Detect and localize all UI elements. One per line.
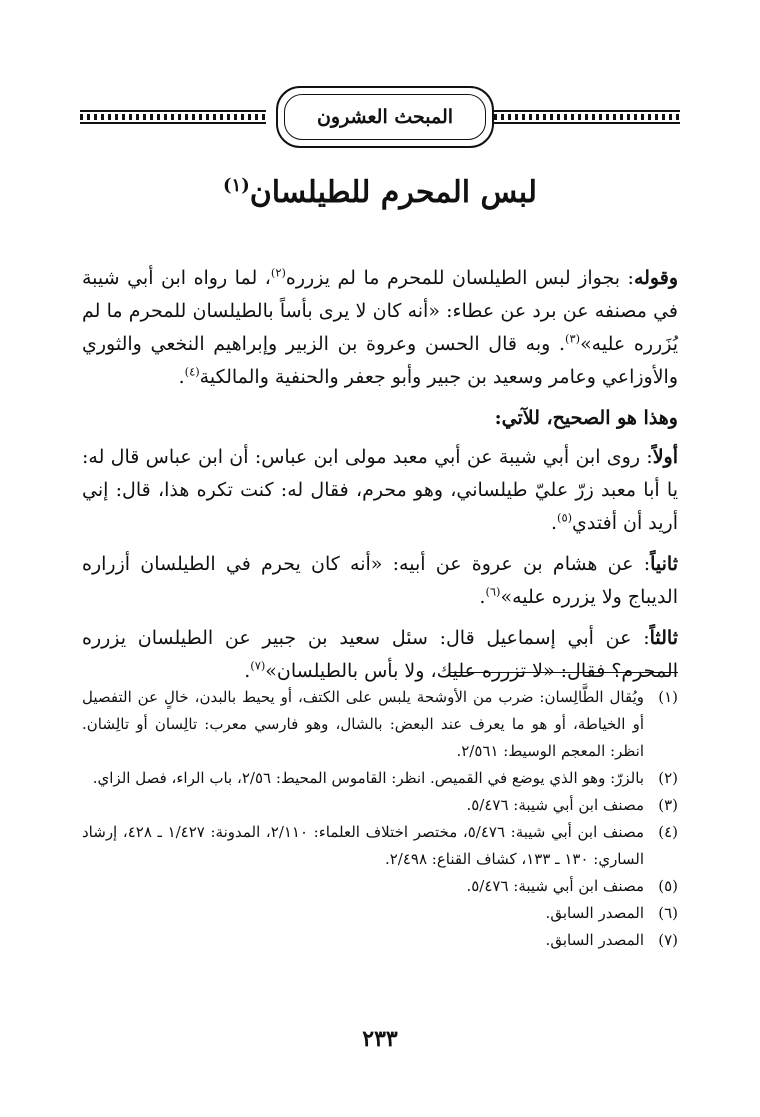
footnote-item <box>82 684 678 765</box>
footnote-item <box>82 792 678 819</box>
paragraph-1-lead: وقوله <box>633 267 679 289</box>
paragraph-2-lead: وهذا هو الصحيح، للآتي: <box>494 407 678 429</box>
footnote-number: (٧) <box>658 931 678 949</box>
footnote-text: مصنف ابن أبي شيبة: ٥/٤٧٦، مختصر اختلاف العلماء: ٢/١١٠، المدونة: ١/٤٢٧ ـ ٤٢٨، إرشاد الساري: ١٣٠ ـ ١٣٣، كشاف القناع: ٢/٤٩٨. <box>82 823 644 868</box>
paragraph-5-text-a: : عن أبي إسماعيل قال: سئل سعيد بن جبير عن الطيلسان يزرره المحرم؟ فقال: «لا تزرره عليك، ولا بأس بالطيلسان» <box>82 627 678 682</box>
page-title-text: لبس المحرم للطيلسان <box>249 175 537 210</box>
paragraph-5-lead: ثالثاً <box>649 627 678 649</box>
paragraph-3 <box>82 441 678 540</box>
footnote-ref-3: (٣) <box>565 331 581 346</box>
footnote-text: ويُقال الطَّالِسان: ضرب من الأوشحة يلبس على الكتف، أو يحيط بالبدن، خالٍ عن التفصيل أو الخياطة، أو هو ما يعرف عند البعض: بالشال، وهو فارسي معرب: تالِسان أو تالِشان. انظر: المعجم الوسيط: ٢/٥٦١. <box>82 688 644 760</box>
footnote-item <box>82 900 678 927</box>
paragraph-2 <box>82 402 678 435</box>
section-title: المبحث العشرون <box>316 106 454 128</box>
footnote-item <box>82 819 678 873</box>
footnote-number: (٤) <box>658 823 678 841</box>
paragraph-5 <box>82 622 678 688</box>
paragraph-1-text-d: . <box>178 366 185 388</box>
footnote-text: مصنف ابن أبي شيبة: ٥/٤٧٦. <box>466 796 644 814</box>
paragraph-3-text-a: : روى ابن أبي شيبة عن أبي معبد مولى ابن عباس: أن ابن عباس قال له: يا أبا معبد زرّ عليّ طيلساني، وهو محرم، فقال له: كنت تكره هذا، قال: إني أريد أن أفتدي <box>82 446 678 534</box>
ornament-band-right <box>494 110 680 124</box>
footnote-text: بالزرّ: وهو الذي يوضع في القميص. انظر: القاموس المحيط: ٢/٥٦، باب الراء، فصل الزاي. <box>92 769 644 787</box>
footnote-number: (٦) <box>658 904 678 922</box>
paragraph-1 <box>82 262 678 394</box>
footnote-ref-2: (٢) <box>270 265 286 280</box>
footnote-divider <box>450 672 678 673</box>
footnote-text: المصدر السابق. <box>545 904 644 922</box>
paragraph-4-text-a: : عن هشام بن عروة عن أبيه: «أنه كان يحرم في الطيلسان أزراره الديباج ولا يزرره عليه» <box>82 553 678 608</box>
footnotes <box>82 684 678 954</box>
footnote-ref-7: (٧) <box>250 658 266 673</box>
paragraph-4-text-b: . <box>479 586 486 608</box>
paragraph-1-text-b: ، لما رواه ابن أبي شيبة في مصنفه عن برد عن عطاء: «أنه كان لا يرى بأساً بالطيلسان للمحرم ما لم يُزَرره عليه» <box>82 267 678 355</box>
page-number: ٢٣٣ <box>362 1026 398 1052</box>
section-header-box <box>276 86 494 148</box>
footnote-item <box>82 927 678 954</box>
paragraph-3-lead: أولاً <box>652 446 678 468</box>
footnote-text: مصنف ابن أبي شيبة: ٥/٤٧٦. <box>466 877 644 895</box>
paragraph-3-text-b: . <box>550 512 557 534</box>
footnote-number: (٣) <box>658 796 678 814</box>
footnote-text: المصدر السابق. <box>545 931 644 949</box>
section-header <box>80 86 680 150</box>
paragraph-1-text-c: . وبه قال الحسن وعروة بن الزبير وإبراهيم النخعي والثوري والأوزاعي وعامر وسعيد بن جبير وأبو جعفر والحنفية والمالكية <box>82 333 678 388</box>
paragraph-4-lead: ثانياً <box>650 553 678 575</box>
paragraph-1-text-a: : بجواز لبس الطيلسان للمحرم ما لم يزرره <box>285 267 634 289</box>
footnote-number: (١) <box>658 688 678 706</box>
footnote-ref-5: (٥) <box>557 510 573 525</box>
paragraph-5-text-b: . <box>244 660 251 682</box>
page-title <box>80 170 680 216</box>
ornament-band-left <box>80 110 266 124</box>
paragraph-4 <box>82 548 678 614</box>
footnote-item <box>82 873 678 900</box>
footnote-ref-6: (٦) <box>485 584 501 599</box>
footnote-ref-4: (٤) <box>184 364 200 379</box>
footnote-item <box>82 765 678 792</box>
body-text <box>82 262 678 696</box>
title-footnote-ref: (١) <box>223 175 250 196</box>
footnote-number: (٢) <box>658 769 678 787</box>
footnote-number: (٥) <box>658 877 678 895</box>
